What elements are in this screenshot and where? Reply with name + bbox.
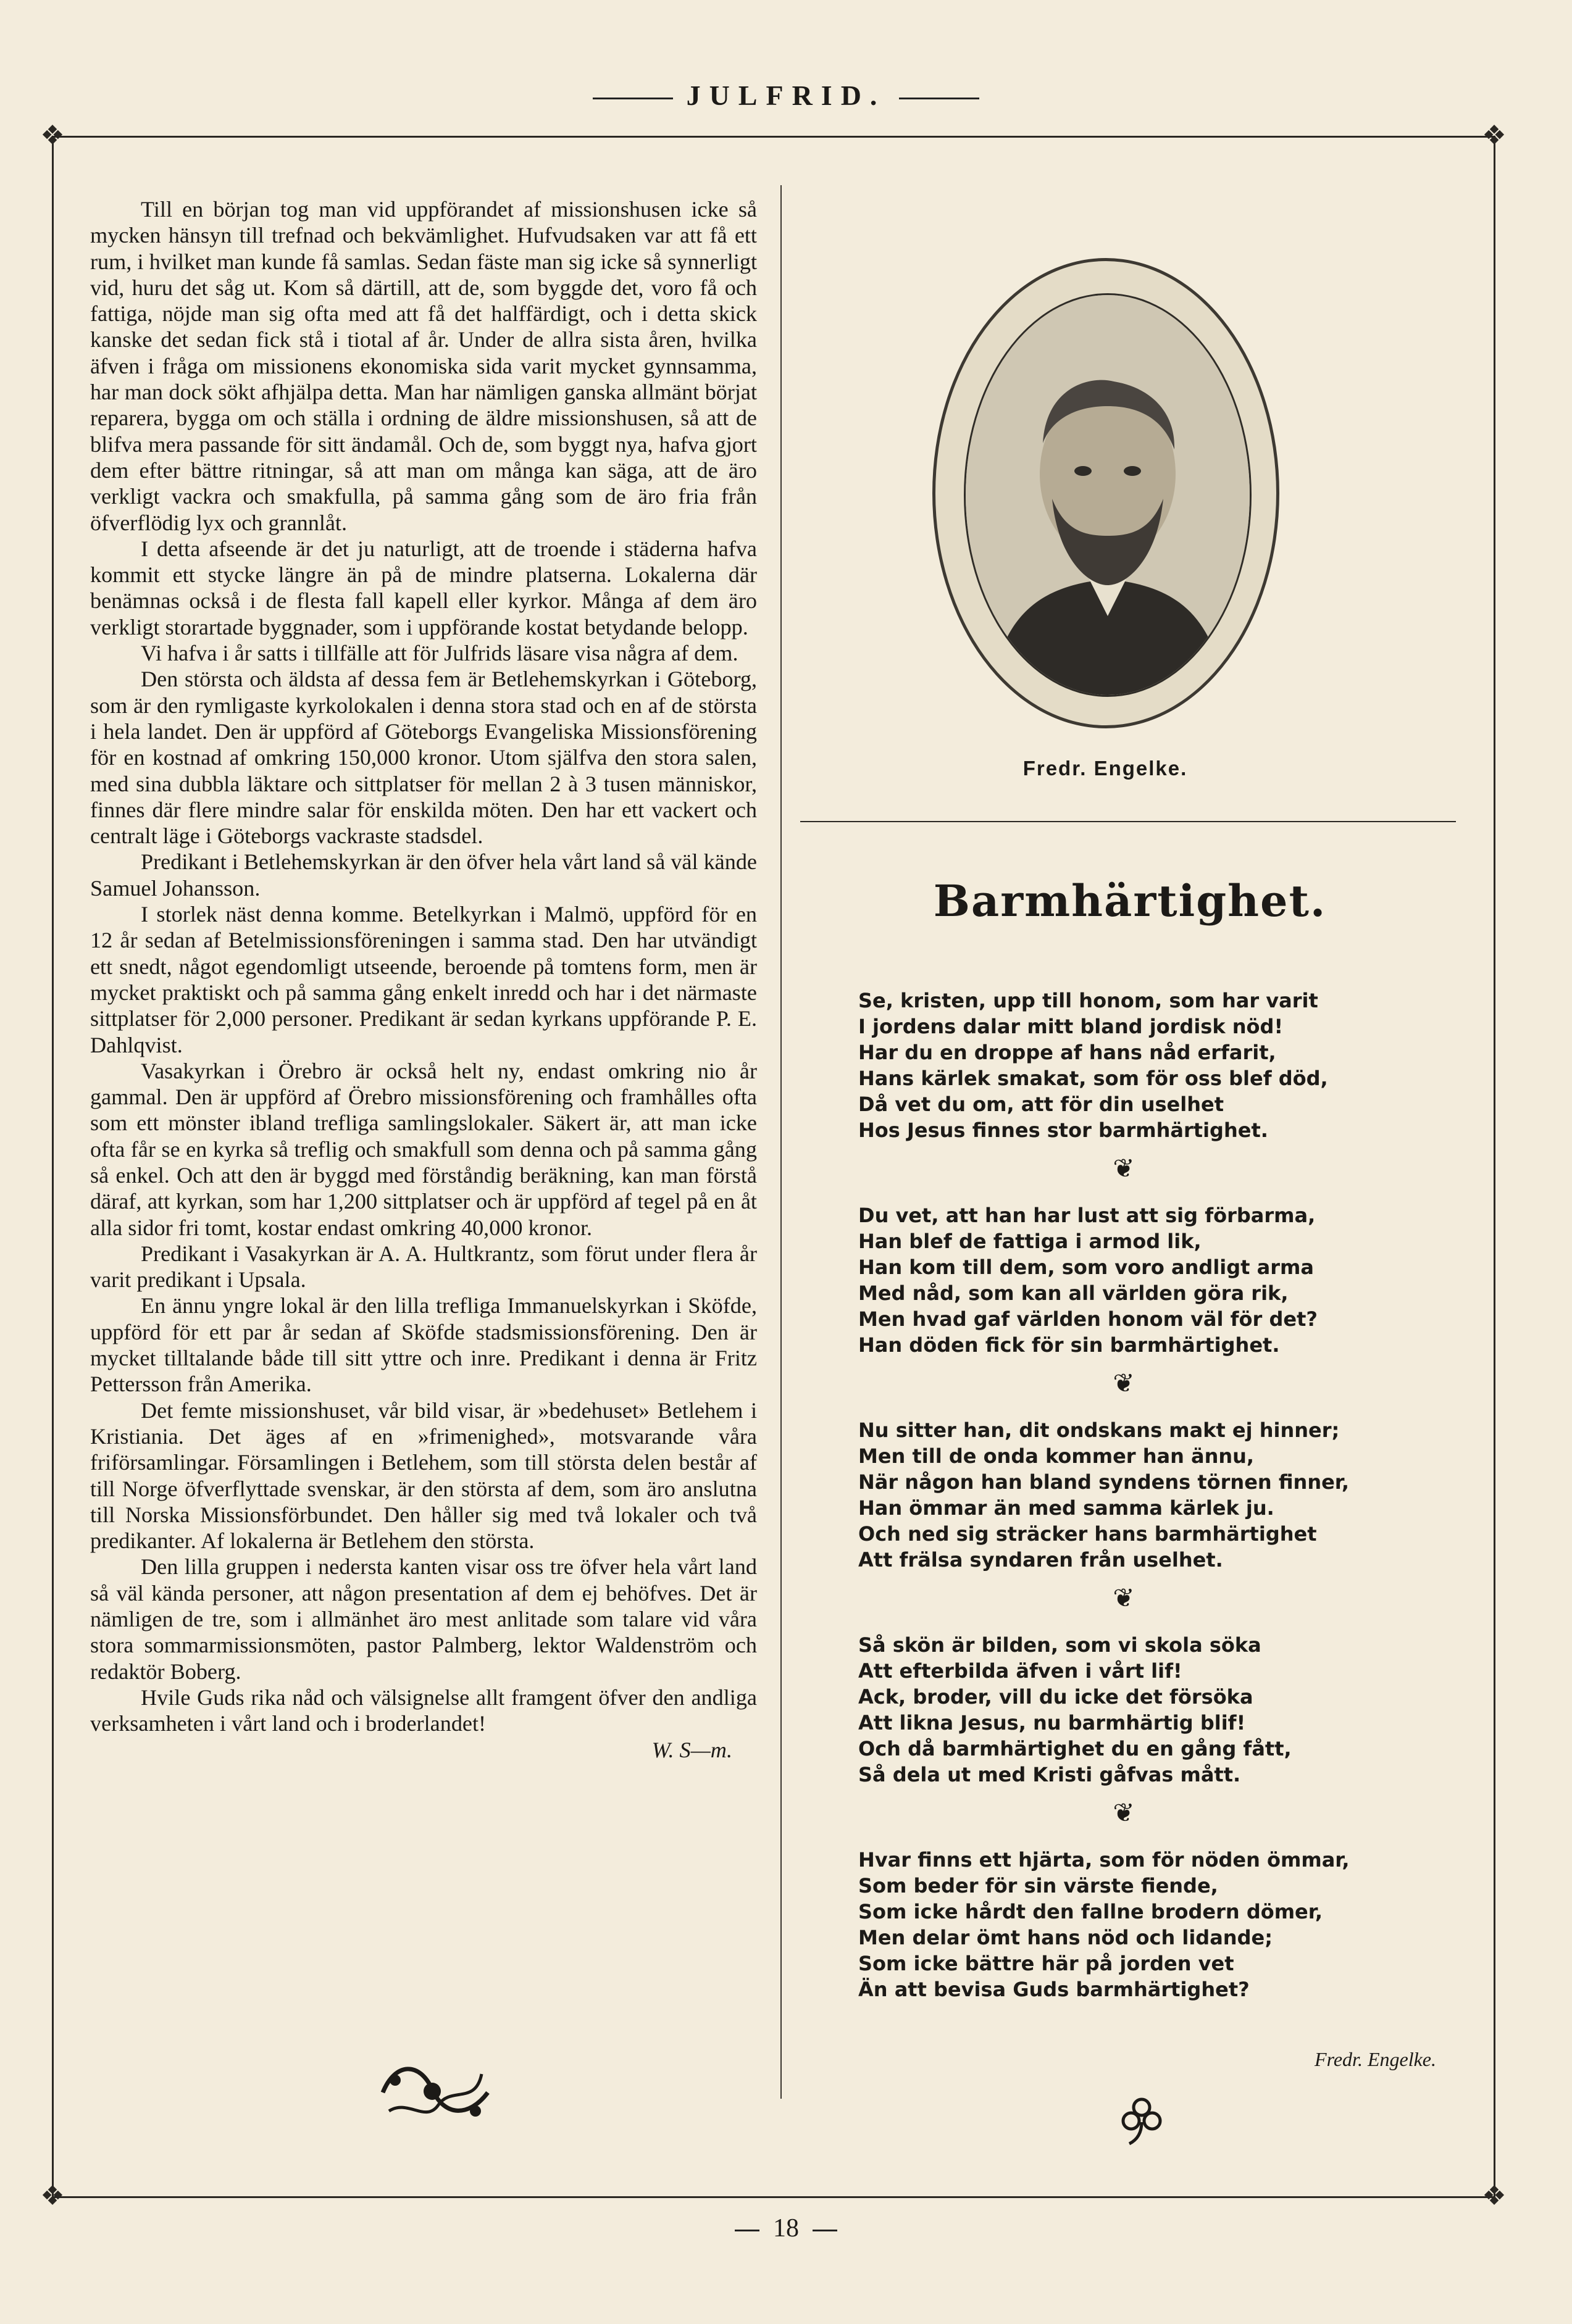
page-number [0, 2214, 1572, 2243]
poem-stanza [858, 1847, 1463, 2002]
stanza-divider [858, 1788, 1463, 1847]
corner-ornament-icon: ❖ [1482, 2181, 1507, 2211]
article-signature: W. S—m. [651, 1737, 732, 1762]
top-rule [52, 136, 1495, 138]
poem-line: Hos Jesus finnes stor barmhärtighet. [858, 1118, 1268, 1142]
portrait-caption: Fredr. Engelke. [1022, 757, 1188, 780]
article-column [90, 196, 757, 1763]
flourish-vignette-icon [370, 2055, 500, 2130]
poem-author: Fredr. Engelke. [1315, 2048, 1436, 2070]
poem-line: Så skön är bilden, som vi skola söka [858, 1633, 1261, 1657]
poem-line: Du vet, att han har lust att sig förbarma, [858, 1204, 1316, 1227]
article-paragraph: Det femte missionshuset, vår bild visar, är »bedehuset» Betlehem i Kristiania. Det äges af en »frimenighed», motsvarande våra friförsamlingar. Församlingen i Betlehem, som till största delen består af till Norge öfverflyttade svenskar, är den största af dem, som äro anslutna till Norska Missionsförbundet. Den håller sig med två lokaler och två predikanter. Af lokalerna är Betlehem den största. [90, 1397, 757, 1554]
right-column-rule [800, 821, 1456, 822]
poem-line: Så dela ut med Kristi gåfvas mått. [858, 1763, 1241, 1786]
poem-line: Som beder för sin värste fiende, [858, 1874, 1218, 1897]
poem-stanza [858, 1417, 1463, 1573]
portrait-image [964, 293, 1252, 697]
article-paragraph: Hvile Guds rika nåd och välsignelse allt framgent öfver den andliga verksamheten i vårt land och i broderlandet! [90, 1685, 757, 1736]
poem-line: Som icke bättre här på jorden vet [858, 1952, 1234, 1975]
header-dash-left [593, 98, 673, 99]
poem-line: Har du en droppe af hans nåd erfarit, [858, 1041, 1276, 1064]
page-number-dash-left [735, 2230, 759, 2231]
clover-vignette-icon [1114, 2091, 1169, 2147]
article-paragraph: Den största och äldsta af dessa fem är Betlehemskyrkan i Göteborg, som är den rymligaste kyrkolokalen i denna stora stad och en af de största i hela landet. Den är uppförd af Göteborgs Evangeliska Missionsförening för en kostnad af omkring 150,000 kronor. Utom själfva den stora salen, med sina dubbla läktare och sittplatser för mellan 2 à 3 tusen människor, finnes där flere mindre salar för enskilda möten. Den har ett vackert och centralt läge i Göteborgs vackraste stadsdel. [90, 667, 757, 849]
corner-ornament-icon: ❖ [1482, 120, 1507, 151]
article-paragraph: En ännu yngre lokal är den lilla trefliga Immanuelskyrkan i Sköfde, uppförd för ett par år sedan af Sköfde stadsmissionsförening. Den är mycket tilltalande både till sitt yttre och inre. Predikant i denna är Fritz Pettersson från Amerika. [90, 1293, 757, 1397]
article-paragraph: Till en början tog man vid uppförandet af missionshusen icke så mycken hänsyn till trefnad och bekvämlighet. Hufvudsaken var att få ett rum, i hvilket man kunde få samlas. Sedan fäste man sig icke så synnerligt vid, huru det såg ut. Kom så därtill, att de, som byggde det, voro få och fattiga, nöjde man sig ofta med att få det halffärdigt, och i detta skick kanske det sedan fick stå i tiotal af år. Under de allra sista åren, hvilka äfven i fråga om missionens ekonomiska sida varit mycket gynnsamma, har man dock sökt afhjälpa detta. Man har nämligen ganska allmänt börjat reparera, bygga om och ställa i ordning de äldre missionshusen, så att de blifva mera passande för sitt ändamål. Och de, som byggt nya, hafva gjort dem efter bättre ritningar, så att man om många kan säga, att de äro verkligt vackra och smakfulla, på samma gång som de äro fria från öfverflödig lyx och grannlåt. [90, 197, 757, 535]
poem-line: Med nåd, som kan all världen göra rik, [858, 1281, 1289, 1305]
stanza-divider [858, 1573, 1463, 1632]
poem-body [858, 988, 1463, 2002]
poem-line: I jordens dalar mitt bland jordisk nöd! [858, 1015, 1284, 1038]
poem-line: Han döden fick för sin barmhärtighet. [858, 1333, 1280, 1357]
poem-line: Se, kristen, upp till honom, som har varit [858, 989, 1318, 1012]
header-dash-right [899, 98, 979, 99]
header-title: JULFRID. [686, 80, 886, 111]
poem-line: Hvar finns ett hjärta, som för nöden ömmar, [858, 1848, 1350, 1872]
portrait-frame [932, 258, 1279, 728]
poem-stanza [858, 988, 1463, 1143]
poem-line: Han ömmar än med samma kärlek ju. [858, 1496, 1274, 1520]
leaf-ornament-icon: ❦ [1113, 1368, 1135, 1398]
leaf-ornament-icon: ❦ [1113, 1153, 1135, 1183]
poem-line: Men till de onda kommer han ännu, [858, 1444, 1255, 1468]
leaf-ornament-icon: ❦ [1113, 1583, 1135, 1613]
poem-stanza [858, 1632, 1463, 1788]
poem-line: Än att bevisa Guds barmhärtighet? [858, 1978, 1250, 2001]
article-paragraph: Vi hafva i år satts i tillfälle att för Julfrids läsare visa några af dem. [141, 641, 738, 666]
poem-line: Ack, broder, vill du icke det försöka [858, 1685, 1253, 1709]
stanza-divider [858, 1358, 1463, 1417]
poem-line: Nu sitter han, dit ondskans makt ej hinner; [858, 1418, 1340, 1442]
poem-line: Men delar ömt hans nöd och lidande; [858, 1926, 1273, 1949]
page-number-dash-right [813, 2230, 837, 2231]
poem-line: Som icke hårdt den fallne brodern dömer, [858, 1900, 1323, 1923]
leaf-ornament-icon: ❦ [1113, 1797, 1135, 1828]
column-separator [780, 185, 782, 2099]
poem-line: Att frälsa syndaren från uselhet. [858, 1548, 1223, 1572]
poem-stanza [858, 1202, 1463, 1358]
poem-line: Han blef de fattiga i armod lik, [858, 1230, 1202, 1253]
poem-line: Hans kärlek smakat, som för oss blef död, [858, 1067, 1328, 1090]
bottom-rule [52, 2196, 1495, 2198]
man-portrait-icon [966, 295, 1250, 695]
article-paragraph: Predikant i Vasakyrkan är A. A. Hultkrantz, som förut under flera år varit predikant i Upsala. [90, 1241, 757, 1293]
corner-ornament-icon: ❖ [40, 120, 65, 151]
poem-line: Och då barmhärtighet du en gång fått, [858, 1737, 1292, 1760]
page-header [0, 79, 1572, 112]
page-number-value: 18 [773, 2214, 799, 2243]
poem-line: När någon han bland syndens törnen finner, [858, 1470, 1350, 1494]
poem-title: Barmhärtighet. [933, 875, 1327, 927]
article-paragraph: Den lilla gruppen i nedersta kanten visar oss tre öfver hela vårt land så väl kända personer, att någon presentation af dem ej behöfves. Det är nämligen de tre, som i allmänhet äro mest anlitade som talare vid våra stora sommarmissionsmöten, pastor Palmberg, lektor Waldenström och redaktör Boberg. [90, 1554, 757, 1684]
article-paragraph: Vasakyrkan i Örebro är också helt ny, endast omkring nio år gammal. Den är uppförd af Örebro missionsförening och framhålles ofta som ett mönster ibland trefliga samlingslokaler. Säkert är, att man icke ofta får se en kyrka så treflig och smakfull som denna och på samma gång så enkel. Och att den är byggd med förståndig beräkning, kan man förstå däraf, att kyrkan, som har 1,200 sittplatser och är uppförd af tegel på en åt alla sidor fri tomt, kostar endast omkring 40,000 kronor. [90, 1058, 757, 1240]
article-paragraph: Predikant i Betlehemskyrkan är den öfver hela vårt land så väl kände Samuel Johansson. [90, 849, 757, 901]
corner-ornament-icon: ❖ [40, 2181, 65, 2211]
poem-line: Att likna Jesus, nu barmhärtig blif! [858, 1711, 1246, 1735]
article-paragraph: I storlek näst denna komme. Betelkyrkan i Malmö, uppförd för en 12 år sedan af Betelmissionsföreningen i samma stad. Den har utvändigt ett snedt, något egendomligt utseende, beroende på tomtens form, men är mycket praktiskt och på samma gång enkelt inredd och har i det närmaste sittplatser för 2,000 personer. Predikant är sedan kyrkans uppförande P. E. Dahlqvist. [90, 902, 757, 1057]
poem-line: Då vet du om, att för din uselhet [858, 1093, 1224, 1116]
poem-line: Och ned sig sträcker hans barmhärtighet [858, 1522, 1317, 1546]
poem-line: Han kom till dem, som voro andligt arma [858, 1256, 1314, 1279]
poem-line: Att efterbilda äfven i vårt lif! [858, 1659, 1182, 1683]
article-paragraph: I detta afseende är det ju naturligt, att de troende i städerna hafva kommit ett stycke längre än på de mindre platserna. Lokalerna där benämnas också i de flesta fall kapell eller kyrkor. Många af dem äro verkligt storartade byggnader, som i uppförande kostat betydande belopp. [90, 536, 757, 639]
stanza-divider [858, 1143, 1463, 1202]
poem-line: Men hvad gaf världen honom väl för det? [858, 1307, 1318, 1331]
